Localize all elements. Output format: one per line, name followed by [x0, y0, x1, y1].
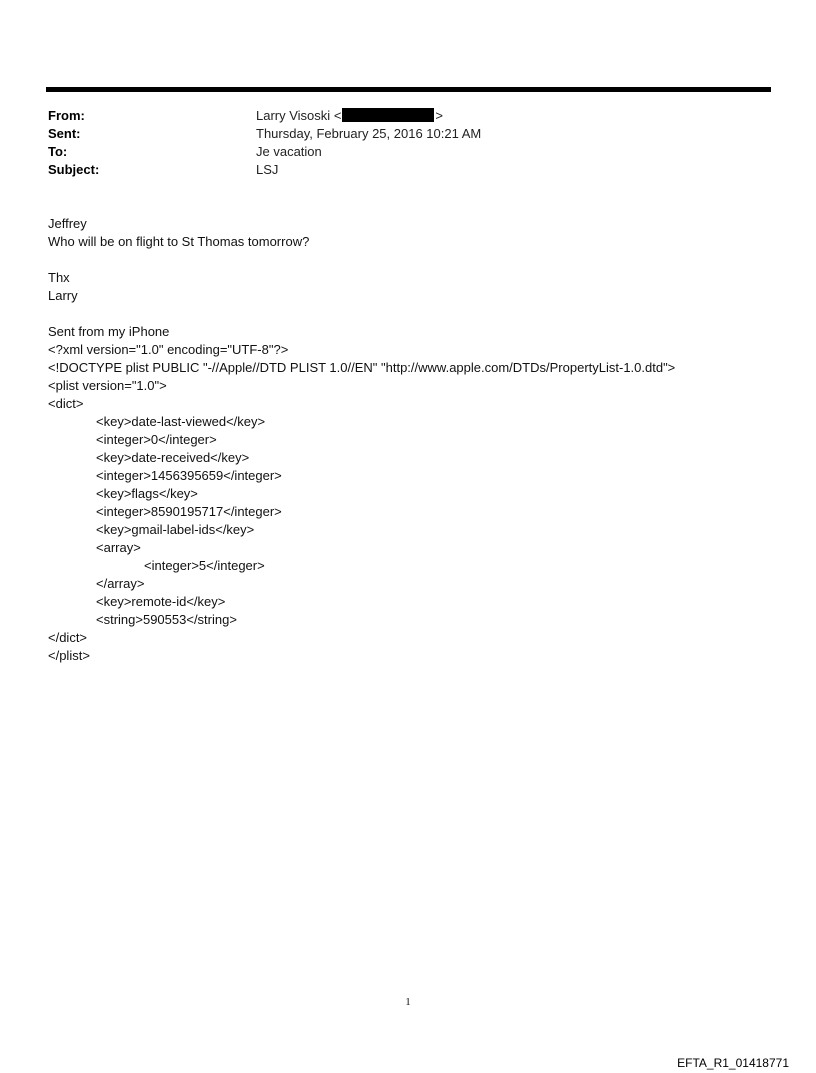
- plist-line: <plist version="1.0">: [48, 378, 167, 393]
- from-value: [256, 107, 443, 125]
- plist-line: <key>remote-id</key>: [96, 594, 226, 609]
- to-row: [48, 143, 748, 161]
- email-body: [48, 215, 788, 665]
- signature-line: Larry: [48, 288, 78, 303]
- plist-line: <integer>5</integer>: [144, 558, 265, 573]
- subject-row: [48, 161, 748, 179]
- plist-line: <integer>0</integer>: [96, 432, 217, 447]
- to-label: To:: [48, 144, 68, 159]
- plist-line: </array>: [96, 576, 145, 591]
- plist-line: <integer>8590195717</integer>: [96, 504, 282, 519]
- page-number: 1: [405, 996, 411, 1008]
- sent-value: Thursday, February 25, 2016 10:21 AM: [256, 126, 482, 141]
- to-value: Je vacation: [256, 144, 322, 159]
- redacted-email: [342, 108, 434, 122]
- plist-line: <array>: [96, 540, 141, 555]
- from-bracket-close: >: [435, 108, 443, 123]
- bates-number: EFTA_R1_01418771: [677, 1056, 789, 1070]
- from-name: Larry Visoski: [256, 108, 331, 123]
- plist-line: <key>gmail-label-ids</key>: [96, 522, 255, 537]
- greeting: Jeffrey: [48, 216, 87, 231]
- plist-line: <dict>: [48, 396, 84, 411]
- spacer: [48, 251, 788, 269]
- plist-line: <!DOCTYPE plist PUBLIC "-//Apple//DTD PLIST 1.0//EN" "http://www.apple.com/DTDs/PropertyList-1.0.dtd">: [48, 360, 676, 375]
- header-divider: [46, 87, 771, 92]
- spacer: [48, 305, 788, 323]
- from-label: From:: [48, 108, 85, 123]
- plist-line: <?xml version="1.0" encoding="UTF-8"?>: [48, 342, 289, 357]
- from-bracket-open: <: [333, 108, 342, 123]
- plist-line: </plist>: [48, 648, 90, 663]
- from-row: [48, 107, 748, 125]
- subject-label: Subject:: [48, 162, 100, 177]
- subject-value: LSJ: [256, 162, 279, 177]
- thanks-line: Thx: [48, 270, 70, 285]
- sent-row: [48, 125, 748, 143]
- message-question: Who will be on flight to St Thomas tomorrow?: [48, 234, 310, 249]
- plist-line: <integer>1456395659</integer>: [96, 468, 282, 483]
- plist-line: </dict>: [48, 630, 88, 645]
- plist-block: [48, 341, 788, 665]
- sent-from-line: Sent from my iPhone: [48, 324, 170, 339]
- sent-label: Sent:: [48, 126, 81, 141]
- plist-line: <key>date-received</key>: [96, 450, 250, 465]
- plist-line: <string>590553</string>: [96, 612, 237, 627]
- plist-line: <key>date-last-viewed</key>: [96, 414, 266, 429]
- email-header: [48, 107, 748, 179]
- plist-line: <key>flags</key>: [96, 486, 198, 501]
